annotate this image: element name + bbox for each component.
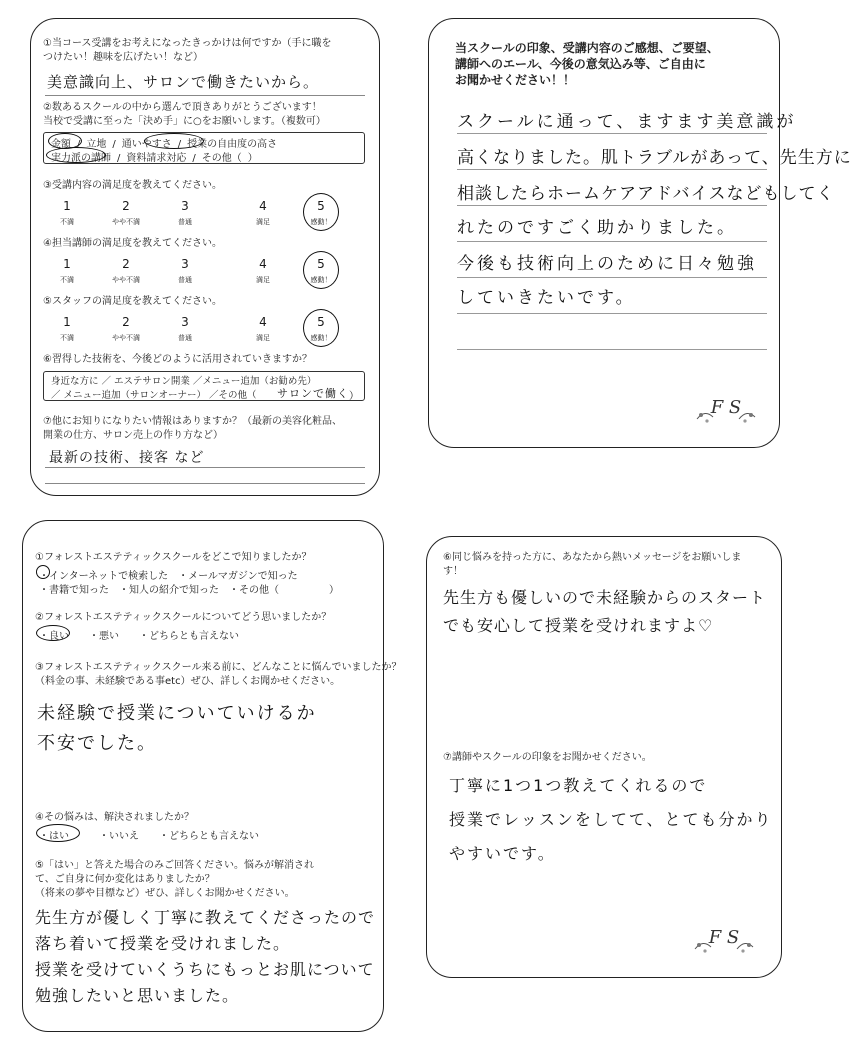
rating-number-2: 2 — [122, 257, 130, 271]
rating-scale-4 — [31, 255, 381, 289]
rating-number-3: 3 — [181, 257, 189, 271]
options-6-close: ） — [349, 391, 359, 402]
rating-number-4: 4 — [259, 315, 267, 329]
card3-q4-options: ・はい ・いいえ ・どちらとも言えない — [39, 831, 259, 842]
option-row1-6: 授業の自由度の高さ — [187, 139, 278, 150]
card4-answer-6-line-1: 先生方も優しいので未経験からのスタート — [443, 588, 767, 607]
card3-answer-3-line-1: 未経験で授業についていけるか — [37, 703, 317, 724]
circle-mark-koushi — [46, 147, 106, 163]
card3-answer-3-line-2: 不安でした。 — [37, 733, 157, 754]
question-1-cont: つけたい！趣味を広げたい！など） — [43, 52, 203, 63]
rating-label-4: 満足 — [256, 334, 270, 342]
card2-line-2: 高くなりました。肌トラブルがあって、先生方に — [457, 148, 852, 168]
rating-label-2: やや不満 — [112, 334, 140, 342]
option-row1-5: / — [177, 139, 182, 150]
rating-number-5: 5 — [317, 257, 325, 271]
options-6-row-1: 身近な方に ／ エステサロン開業 ／メニュー追加（お勧め先） — [51, 376, 317, 387]
option-row2-3: / — [192, 153, 196, 164]
rating-label-1: 不満 — [60, 334, 74, 342]
card3-q1-options-1: ・インターネットで検索した ・メールマガジンで知った — [39, 571, 298, 582]
card2-line-6: していきたいです。 — [457, 288, 636, 308]
card2-line-1: スクールに通って、ますます美意識が — [457, 112, 797, 132]
rating-label-1: 不満 — [60, 276, 74, 284]
card3-answer-5-line-2: 落ち着いて授業を受けれました。 — [35, 934, 291, 953]
school-logo-icon-2 — [689, 909, 759, 961]
card2-heading-1: 当スクールの印象、受講内容のご感想、ご要望、 — [455, 41, 719, 55]
logo-monogram: F S — [710, 397, 742, 418]
circle-mark-kayoiyasusa — [144, 133, 204, 149]
rating-number-3: 3 — [181, 315, 189, 329]
card4-question-6: ⑥同じ悩みを持った方に、あなたから熱いメッセージをお願いしま — [443, 552, 742, 563]
option-row2-1: / — [117, 153, 121, 164]
rating-number-1: 1 — [63, 199, 71, 213]
card3-q1-options-2: ・書籍で知った ・知人の紹介で知った ・その他（ ） — [39, 585, 339, 596]
options-6-row-2: ／ メニュー追加（サロンオーナー） ／その他（ — [51, 390, 257, 401]
card3-question-5: ⑤「はい」と答えた場合のみご回答ください。悩みが解消され — [35, 860, 314, 871]
card4-answer-7-line-1: 丁寧に1つ1つ教えてくれるので — [449, 776, 708, 795]
answer-1: 美意識向上、サロンで働きたいから。 — [47, 73, 320, 91]
rating-number-1: 1 — [63, 315, 71, 329]
rating-selected-circle — [303, 309, 339, 347]
rating-label-4: 満足 — [256, 276, 270, 284]
rating-number-3: 3 — [181, 199, 189, 213]
card3-question-3: ③フォレストエステティックスクール来る前に、どんなことに悩んでいましたか？ — [35, 662, 402, 673]
rating-scale-5 — [31, 313, 381, 347]
option-row2-2: 資料請求対応 — [126, 153, 187, 164]
rating-label-4: 満足 — [256, 218, 270, 226]
rating-label-5: 感動！ — [310, 218, 332, 226]
card3-question-3-cont: （料金の事、未経験である事etc）ぜひ、詳しくお聞かせください。 — [35, 676, 341, 687]
question-2: ②数あるスクールの中から選んで頂きありがとうございます！ — [43, 102, 322, 113]
question-7-cont: 開業の仕方、サロン売上の作り方など） — [43, 430, 223, 441]
question-1: ①当コース受講をお考えになったきっかけは何ですか（手に職を — [43, 38, 332, 49]
circle-mark-yoi — [36, 625, 70, 641]
rating-label-1: 不満 — [60, 218, 74, 226]
rating-label-3: 普通 — [178, 334, 192, 342]
rating-selected-circle — [303, 251, 339, 289]
circle-mark-hai — [36, 824, 80, 842]
card2-line-3: 相談したらホームケアアドバイスなどもしてく — [457, 184, 835, 204]
rating-number-4: 4 — [259, 199, 267, 213]
rating-number-1: 1 — [63, 257, 71, 271]
option-row1-4: 通いやすさ — [121, 139, 172, 150]
card3-answer-5-line-3: 授業を受けていくうちにもっとお肌について — [35, 960, 375, 979]
rating-number-4: 4 — [259, 257, 267, 271]
logo-monogram-2: F S — [708, 927, 740, 948]
card4-answer-7-line-2: 授業でレッスンをしてて、とても分かり — [449, 810, 773, 829]
card4-answer-7-line-3: やすいです。 — [449, 844, 556, 863]
answer-7: 最新の技術、接客 など — [49, 450, 205, 466]
rating-number-5: 5 — [317, 315, 325, 329]
rating-number-5: 5 — [317, 199, 325, 213]
question-2-cont: 当校で受講に至った「決め手」に○をお願いします。（複数可） — [43, 116, 326, 127]
option-row1-1: / — [77, 139, 81, 150]
card4-answer-6-line-2: でも安心して授業を受けれますよ♡ — [443, 616, 714, 635]
card3-question-5-cont2: （将来の夢や目標など）ぜひ、詳しくお聞かせください。 — [35, 888, 295, 899]
school-logo-icon — [691, 379, 761, 431]
card2-heading-2: 講師へのエール、今後の意気込み等、ご自由に — [455, 57, 706, 71]
rating-label-3: 普通 — [178, 218, 192, 226]
rating-label-5: 感動！ — [310, 334, 332, 342]
card3-q2-options: ・良い ・悪い ・どちらとも言えない — [39, 631, 239, 642]
option-row1-3: / — [112, 139, 116, 150]
survey-card-4 — [426, 536, 782, 978]
rating-number-2: 2 — [122, 199, 130, 213]
question-7: ⑦他にお知りになりたい情報はありますか？（最新の美容化粧品、 — [43, 416, 342, 427]
option-row2-4: その他（ — [201, 153, 242, 164]
card3-answer-5-line-1: 先生方が優しく丁寧に教えてくださったので — [35, 908, 376, 927]
rating-label-3: 普通 — [178, 276, 192, 284]
circle-mark-internet — [36, 565, 50, 579]
card4-question-7: ⑦講師やスクールの印象をお聞かせください。 — [443, 752, 652, 763]
card2-line-5: 今後も技術向上のために日々勉強 — [457, 254, 757, 274]
rating-number-2: 2 — [122, 315, 130, 329]
rating-label-2: やや不満 — [112, 276, 140, 284]
card3-question-2: ②フォレストエステティックスクールについてどう思いましたか？ — [35, 612, 332, 623]
card3-question-4: ④その悩みは、解決されましたか？ — [35, 812, 194, 823]
survey-card-3 — [22, 520, 402, 1032]
question-5: ⑤スタッフの満足度を教えてください。 — [43, 296, 222, 307]
option-row1-0: 金額 — [51, 139, 71, 150]
option-row2-0: 実力派の講師 — [51, 153, 111, 164]
rating-label-5: 感動！ — [310, 276, 332, 284]
card3-answer-5-line-4: 勉強したいと思いました。 — [35, 986, 240, 1005]
card3-question-5-cont: て、ご自身に何か変化はありましたか？ — [35, 874, 215, 885]
question-4: ④担当講師の満足度を教えてください。 — [43, 238, 222, 249]
card2-heading-3: お聞かせください！！ — [455, 73, 576, 87]
rating-selected-circle — [303, 193, 339, 231]
survey-card-2 — [428, 18, 852, 448]
card2-line-4: れたのですごく助かりました。 — [457, 218, 737, 238]
question-6: ⑥習得した技術を、今後どのように活用されていきますか？ — [43, 354, 312, 365]
option-row1-2: 立地 — [86, 139, 107, 150]
rating-label-2: やや不満 — [112, 218, 140, 226]
options-6-handwritten: サロンで働く — [277, 387, 349, 400]
rating-scale-3 — [31, 197, 381, 231]
question-3: ③受講内容の満足度を教えてください。 — [43, 180, 222, 191]
survey-card-1 — [30, 18, 380, 496]
card3-question-1: ①フォレストエステティックスクールをどこで知りましたか？ — [35, 552, 312, 563]
option-row2-5: ） — [247, 153, 258, 164]
card4-question-6-cont: す！ — [443, 566, 463, 577]
